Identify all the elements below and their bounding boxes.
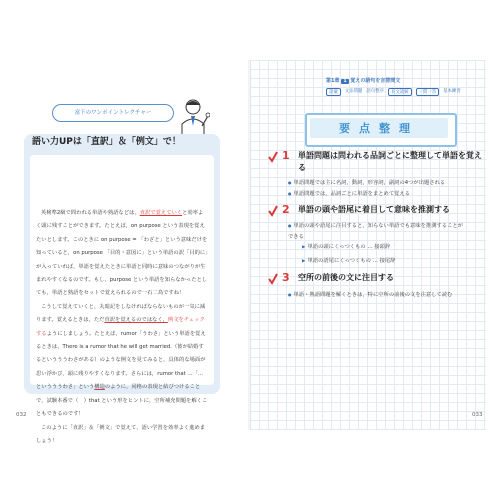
check-icon	[268, 151, 278, 163]
paragraph-2-highlight: 例文をチェックする	[36, 317, 205, 337]
point-title: 単語問題は問われる品詞ごとに整理して単語を覚える	[298, 151, 482, 172]
paragraph-3-text: このように「直訳」＆「例文」で覚えて，語い学習を効率よく進めましょう！	[36, 424, 206, 444]
tip-bubble: 富下のワンポイントレクチャー	[52, 104, 174, 122]
point-1-bullet-2: ● 単語問題では，品詞ごとに単語をまとめて覚える	[288, 188, 468, 200]
panel-title: 語い力UPは「直訳」＆「例文」で！	[32, 137, 181, 147]
point-2-bullet-1: ● 単語の頭や語尾に注目すると，知らない単語でも意味を推測することができる	[288, 220, 468, 243]
point-2-sub-2: ▶ 単語の語尾にくっつくもの … 接尾辞	[302, 256, 395, 264]
chapter-subtitle: 覚えの語句を言替問文	[350, 78, 401, 84]
paragraph-2	[36, 301, 208, 422]
header-tab: 基本練習	[443, 89, 461, 94]
point-1-bullet-1: ● 単語問題では主に名詞，動詞，形容詞，副詞の4つが出題される	[288, 177, 468, 189]
book-spine	[248, 60, 252, 430]
point-number: 2	[282, 203, 290, 216]
lecture-body	[36, 207, 208, 448]
header-tabs	[326, 88, 461, 96]
paragraph-3	[36, 422, 208, 449]
point-number: 3	[282, 271, 290, 284]
paragraph-1-part-c: と効率よく頭に残すことができます。たとえば，on purpose という表現を覚えたいとします。このときに on purpose = 「わざと」という意味だけを知っていると，on purpose 「目的・意図に」という単語の訳「目的に」が入っていれば，単語を覚えたときに単語と同時に意味のつながりが生まれやすくなるのです。もし，purpose という単語を知らなかったとしても，単語と熟語をセットで覚えられるので一石二鳥ですね！	[36, 210, 208, 297]
paragraph-2-part-a: こうして覚えていくと，丸暗記をしなければならないものが一気に減ります。覚えるときは，ただ	[36, 303, 206, 324]
header-tab: 一問一答	[416, 88, 440, 96]
point-2-sub-1: ▶ 単語の頭にくっつくもの … 接頭辞	[302, 242, 390, 250]
check-icon	[268, 205, 278, 217]
point-number: 1	[282, 149, 290, 162]
paragraph-2-part-f: のように，同格の表現と結びつけることで，試験本番で（ ）that という形をヒントに，空所補充問題を解くこともできるのです！	[36, 384, 208, 418]
point-title: 単語の頭や語尾に着目して意味を推測する	[298, 205, 450, 214]
chapter-header	[326, 77, 400, 84]
chapter-label: 第1章	[326, 78, 340, 84]
paragraph-2-part-e: 構造	[94, 384, 105, 391]
paragraph-1-part-a: 英検準2級で問われる単語や熟語などは，	[41, 210, 140, 216]
header-tab: 語彙	[326, 88, 341, 96]
point-3-bullet-1: ● 単語・熟語問題を解くときは，特に空所の前後の文を注意して読む	[288, 289, 468, 301]
paragraph-2-part-b: 直訳を覚えるのではなく，	[104, 317, 168, 324]
heading-inner	[310, 118, 448, 138]
page-number-right: 033	[472, 412, 483, 418]
page-number-left: 032	[16, 412, 27, 418]
point-title: 空所の前後の文に注目する	[298, 273, 394, 282]
paragraph-1	[36, 207, 208, 301]
header-tab: 文法問題	[344, 89, 363, 94]
chapter-badge: 1	[343, 79, 347, 84]
page-heading: 要点整理	[339, 122, 419, 135]
check-icon	[268, 273, 278, 285]
paragraph-1-highlight: 直訳で覚えていく	[139, 210, 183, 216]
header-tab: 語句整序	[366, 89, 384, 94]
header-tab: 長文読解	[388, 88, 412, 96]
paragraph-2-part-d: ようにしましょう。たとえば，rumor「うわさ」という単語を覚えるときは，There is a rumor that he will get married.（彼が結婚するというううわさがある）のような例文を見てみると，具体的な場面が思い浮かび，頭に残りやすくなります。さらには，rumor that ...「…というううわさ」という	[36, 330, 206, 391]
